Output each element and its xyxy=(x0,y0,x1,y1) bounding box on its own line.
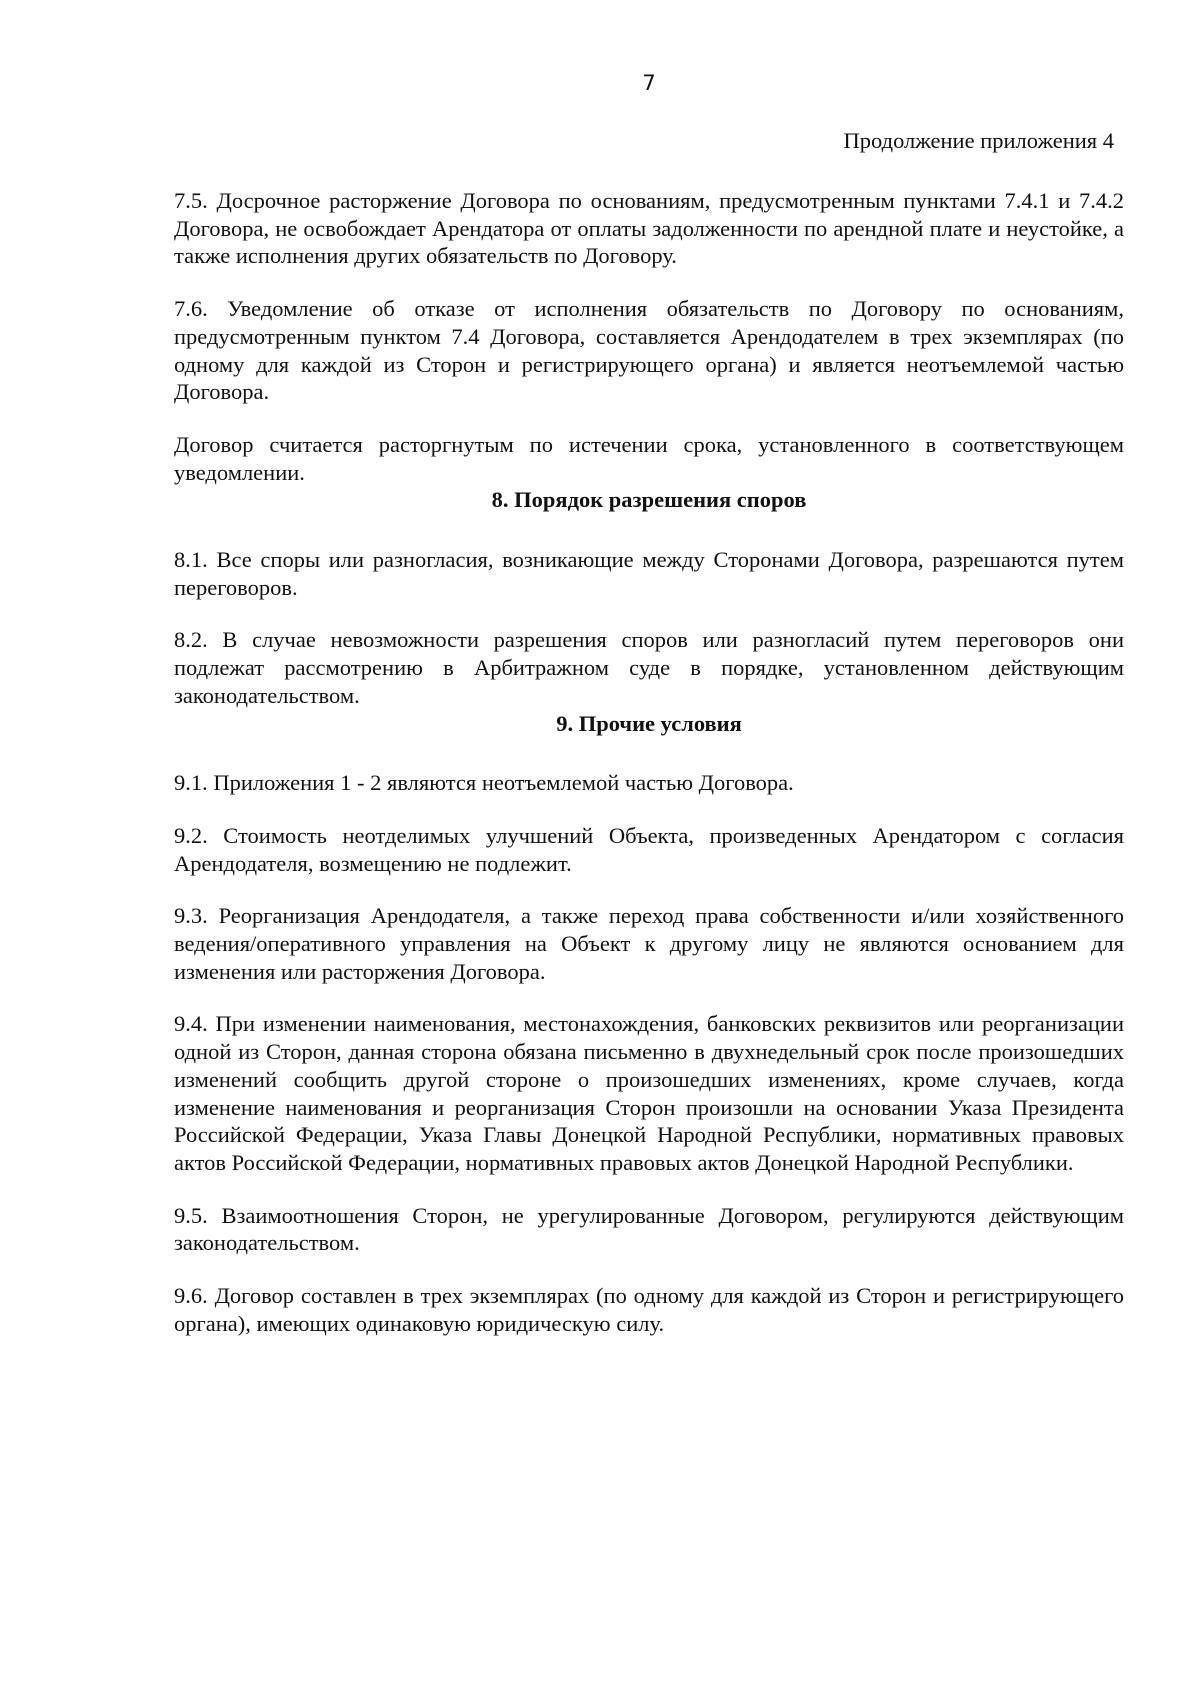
paragraph-9-6: 9.6. Договор составлен в трех экземплярах (по одному для каждой из Сторон и регистрирующего органа), имеющих одинаковую юридическую силу. xyxy=(174,1283,1124,1336)
appendix-continuation-note: Продолжение приложения 4 xyxy=(843,128,1114,153)
paragraph-9-2: 9.2. Стоимость неотделимых улучшений Объекта, произведенных Арендатором с согласия Арендодателя, возмещению не подлежит. xyxy=(174,822,1124,876)
paragraph-9-1: 9.1. Приложения 1 - 2 являются неотъемлемой частью Договора. xyxy=(174,770,794,796)
paragraph-7-5: 7.5. Досрочное расторжение Договора по основаниям, предусмотренным пунктами 7.4.1 и 7.4.2 Договора, не освобождает Арендатора от оплаты задолженности по арендной плате и неустойке, а также исполнения других обязательств по Договору. xyxy=(174,188,1124,269)
paragraph-9-4: 9.4. При изменении наименования, местонахождения, банковских реквизитов или реорганизации одной из Сторон, данная сторона обязана письменно в двухнедельный срок после произошедших изменений сообщить другой стороне о произошедших изменениях, кроме случаев, когда изменение наименования и реорганизация Сторон произошли на основании Указа Президента Российской Федерации, Указа Главы Донецкой Народной Республики, нормативных правовых актов Российской Федерации, нормативных правовых актов Донецкой Народной Республики. xyxy=(174,1011,1124,1175)
paragraph-8-2: 8.2. В случае невозможности разрешения споров или разногласий путем переговоров они подлежат рассмотрению в Арбитражном суде в порядке, установленном действующим законодательством. xyxy=(174,627,1124,708)
document-body xyxy=(174,187,1124,1338)
paragraph-7-6: 7.6. Уведомление об отказе от исполнения обязательств по Договору по основаниям, предусмотренным пунктом 7.4 Договора, составляется Арендодателем в трех экземплярах (по одному для каждой из Сторон и регистрирующего органа) и является неотъемлемой частью Договора. xyxy=(174,296,1124,405)
page-number: 7 xyxy=(642,71,656,95)
paragraph-9-3: 9.3. Реорганизация Арендодателя, а также переход права собственности и/или хозяйственного ведения/оперативного управления на Объект к другому лицу не являются основанием для изменения или расторжения Договора. xyxy=(174,903,1124,984)
paragraph-9-5: 9.5. Взаимоотношения Сторон, не урегулированные Договором, регулируются действующим законодательством. xyxy=(174,1202,1124,1256)
section-heading-9: 9. Прочие условия xyxy=(556,710,742,736)
section-heading-8: 8. Порядок разрешения споров xyxy=(491,487,807,513)
paragraph-8-1: 8.1. Все споры или разногласия, возникающие между Сторонами Договора, разрешаются путем переговоров. xyxy=(174,547,1124,600)
paragraph-7-6-termination: Договор считается расторгнутым по истечении срока, установленного в соответствующем уведомлении. xyxy=(174,431,1124,485)
